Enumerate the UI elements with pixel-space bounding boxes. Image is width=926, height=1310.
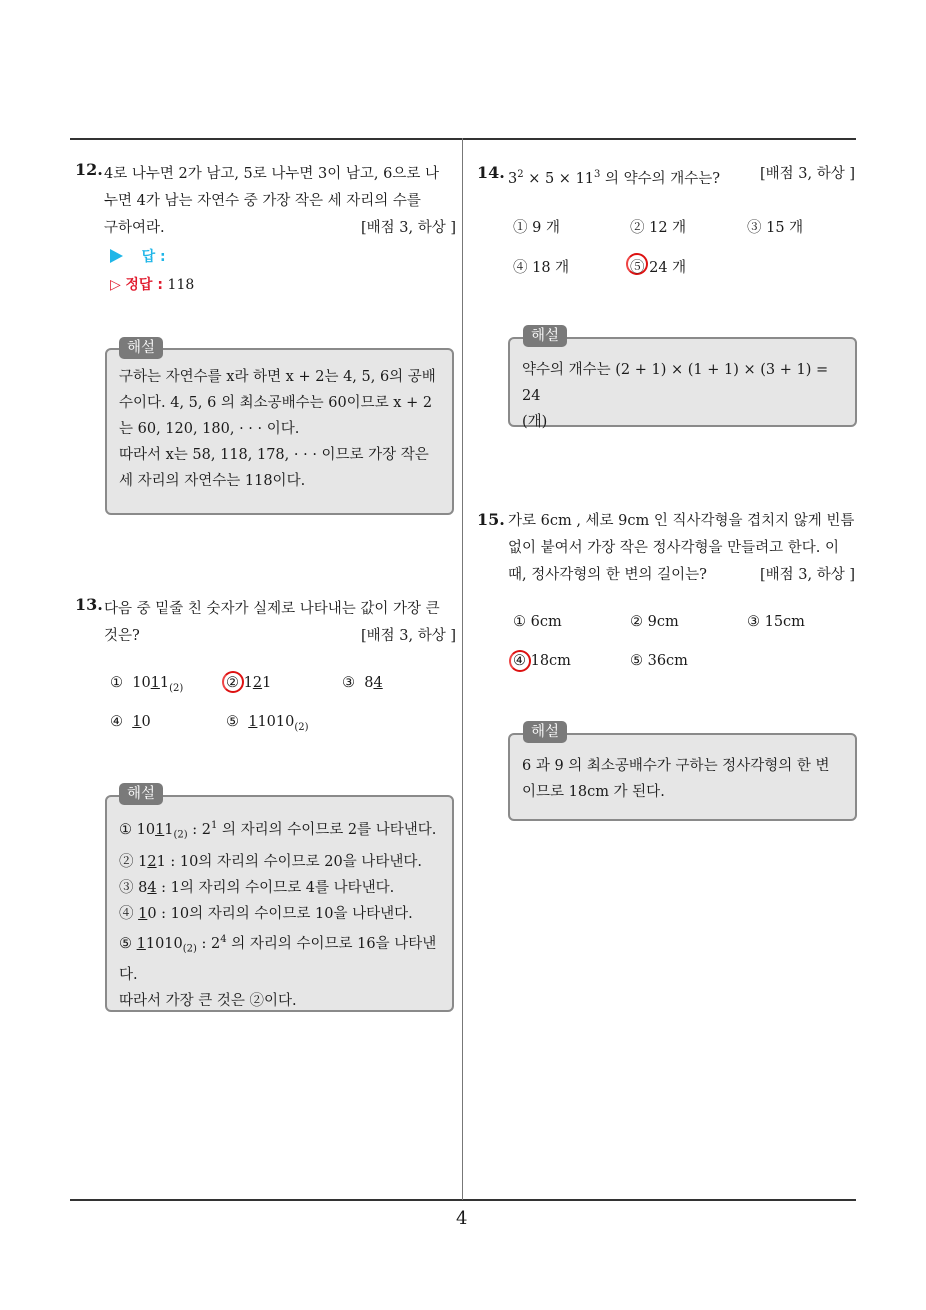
question-text: 4로 나누면 2가 남고, 5로 나누면 3이 남고, 6으로 나 bbox=[104, 166, 439, 182]
choice-2[interactable]: ② 121 bbox=[226, 675, 272, 691]
question-text: 다음 중 밑줄 친 숫자가 실제로 나타내는 값이 가장 큰 bbox=[104, 601, 440, 617]
points-label: [배점 3, 하상 ] bbox=[759, 166, 855, 182]
solution-line: 6 과 9 의 최소공배수가 구하는 정사각형의 한 변 bbox=[522, 758, 830, 774]
solution-line: ③ 84 : 1의 자리의 수이므로 4를 나타낸다. bbox=[119, 879, 395, 896]
solution-line: 는 60, 120, 180, · · · 이다. bbox=[119, 421, 300, 437]
solution-line: ② 121 : 10의 자리의 수이므로 20을 나타낸다. bbox=[119, 853, 422, 870]
choice-3[interactable]: ③ 15 개 bbox=[747, 220, 804, 236]
solution-line: 따라서 x는 58, 118, 178, · · · 이므로 가장 작은 bbox=[119, 447, 429, 463]
question-text: 가로 6cm , 세로 9cm 인 직사각형을 겹치지 않게 빈틈 bbox=[508, 513, 855, 529]
choice-4[interactable]: ④ 18cm bbox=[513, 653, 571, 669]
solution-line: 약수의 개수는 (2 + 1) × (1 + 1) × (3 + 1) = 24 bbox=[522, 362, 829, 404]
solution-tag: 해설 bbox=[119, 783, 163, 805]
solution-box bbox=[105, 795, 454, 1012]
question-text: 구하여라. bbox=[104, 220, 165, 236]
solution-line: 이므로 18cm 가 된다. bbox=[522, 784, 665, 800]
solution-tag: 해설 bbox=[523, 721, 567, 743]
question-number: 14. bbox=[477, 163, 505, 182]
answer-label: 답 : bbox=[141, 249, 166, 265]
choice-2[interactable]: ② 12 개 bbox=[630, 220, 687, 236]
choice-1[interactable]: ① $1011_{(2)}$ bbox=[110, 675, 184, 694]
page-number: 4 bbox=[456, 1208, 468, 1229]
question-number: 15. bbox=[477, 510, 505, 529]
choice-marker: ② bbox=[226, 675, 239, 691]
correct-label: 정답 : bbox=[125, 277, 163, 293]
answer-row bbox=[110, 246, 166, 266]
solution-box bbox=[105, 348, 454, 515]
choice-5[interactable]: ⑤ $11010_{(2)}$ bbox=[226, 714, 309, 733]
choice-5[interactable]: ⑤ 36cm bbox=[630, 653, 688, 669]
choice-marker: ⑤ bbox=[226, 714, 239, 730]
solution-line: 따라서 가장 큰 것은 ②이다. bbox=[119, 993, 297, 1010]
solution-box bbox=[508, 337, 857, 430]
choice-2[interactable]: ② 9cm bbox=[630, 614, 679, 630]
question-text: 것은? bbox=[104, 628, 140, 644]
choice-marker: ③ bbox=[342, 675, 355, 691]
choice-3[interactable]: ③ 15cm bbox=[747, 614, 805, 630]
choice-1[interactable]: ① 6cm bbox=[513, 614, 562, 630]
choice-1[interactable]: ① 9 개 bbox=[513, 220, 560, 236]
choice-4[interactable]: ④ 10 bbox=[110, 714, 151, 730]
question-text: 없이 붙여서 가장 작은 정사각형을 만들려고 한다. 이 bbox=[508, 540, 840, 556]
choice-marker: ① bbox=[110, 675, 123, 691]
play-icon bbox=[110, 249, 123, 263]
points-label: [배점 3, 하상 ] bbox=[759, 567, 855, 583]
question-number: 12. bbox=[75, 160, 103, 179]
solution-line: 다. bbox=[119, 967, 138, 984]
solution-line: ① $1011_{(2)}$ : $2^1$ 의 자리의 수이므로 2를 나타낸다. bbox=[119, 820, 437, 841]
question-text: 누면 4가 남는 자연수 중 가장 작은 세 자리의 수를 bbox=[104, 193, 421, 209]
question-number: 13. bbox=[75, 595, 103, 614]
column-divider bbox=[462, 138, 463, 1200]
choice-marker: ④ bbox=[110, 714, 123, 730]
solution-line: 수이다. 4, 5, 6 의 최소공배수는 60이므로 x + 2 bbox=[119, 395, 433, 411]
solution-line: (개) bbox=[522, 414, 548, 430]
solution-line: 세 자리의 자연수는 118이다. bbox=[119, 473, 306, 489]
solution-tag: 해설 bbox=[523, 325, 567, 347]
solution-tag: 해설 bbox=[119, 337, 163, 359]
solution-line: 구하는 자연수를 x라 하면 x + 2는 4, 5, 6의 공배 bbox=[119, 369, 436, 385]
correct-value: 118 bbox=[167, 277, 195, 293]
solution-box bbox=[508, 733, 857, 821]
solution-line: ④ 10 : 10의 자리의 수이므로 10을 나타낸다. bbox=[119, 905, 413, 922]
solution-line: ⑤ $11010_{(2)}$ : $2^4$ 의 자리의 수이므로 16을 나타낸 bbox=[119, 933, 437, 955]
top-rule bbox=[70, 138, 856, 140]
points-label: [배점 3, 하상 ] bbox=[360, 628, 456, 644]
question-text: 의 약수의 개수는? bbox=[605, 170, 721, 187]
choice-4[interactable]: ④ 18 개 bbox=[513, 260, 570, 276]
question-expression: $3^2 \times 5 \times 11^3$ bbox=[508, 169, 601, 187]
correct-answer-row bbox=[110, 274, 194, 294]
question-text: 때, 정사각형의 한 변의 길이는? bbox=[508, 567, 707, 583]
bottom-rule bbox=[70, 1199, 856, 1201]
choice-3[interactable]: ③ 84 bbox=[342, 675, 383, 691]
choice-5[interactable]: ⑤ 24 개 bbox=[630, 260, 687, 276]
outline-triangle-icon: ▷ bbox=[110, 277, 121, 293]
points-label: [배점 3, 하상 ] bbox=[360, 220, 456, 236]
